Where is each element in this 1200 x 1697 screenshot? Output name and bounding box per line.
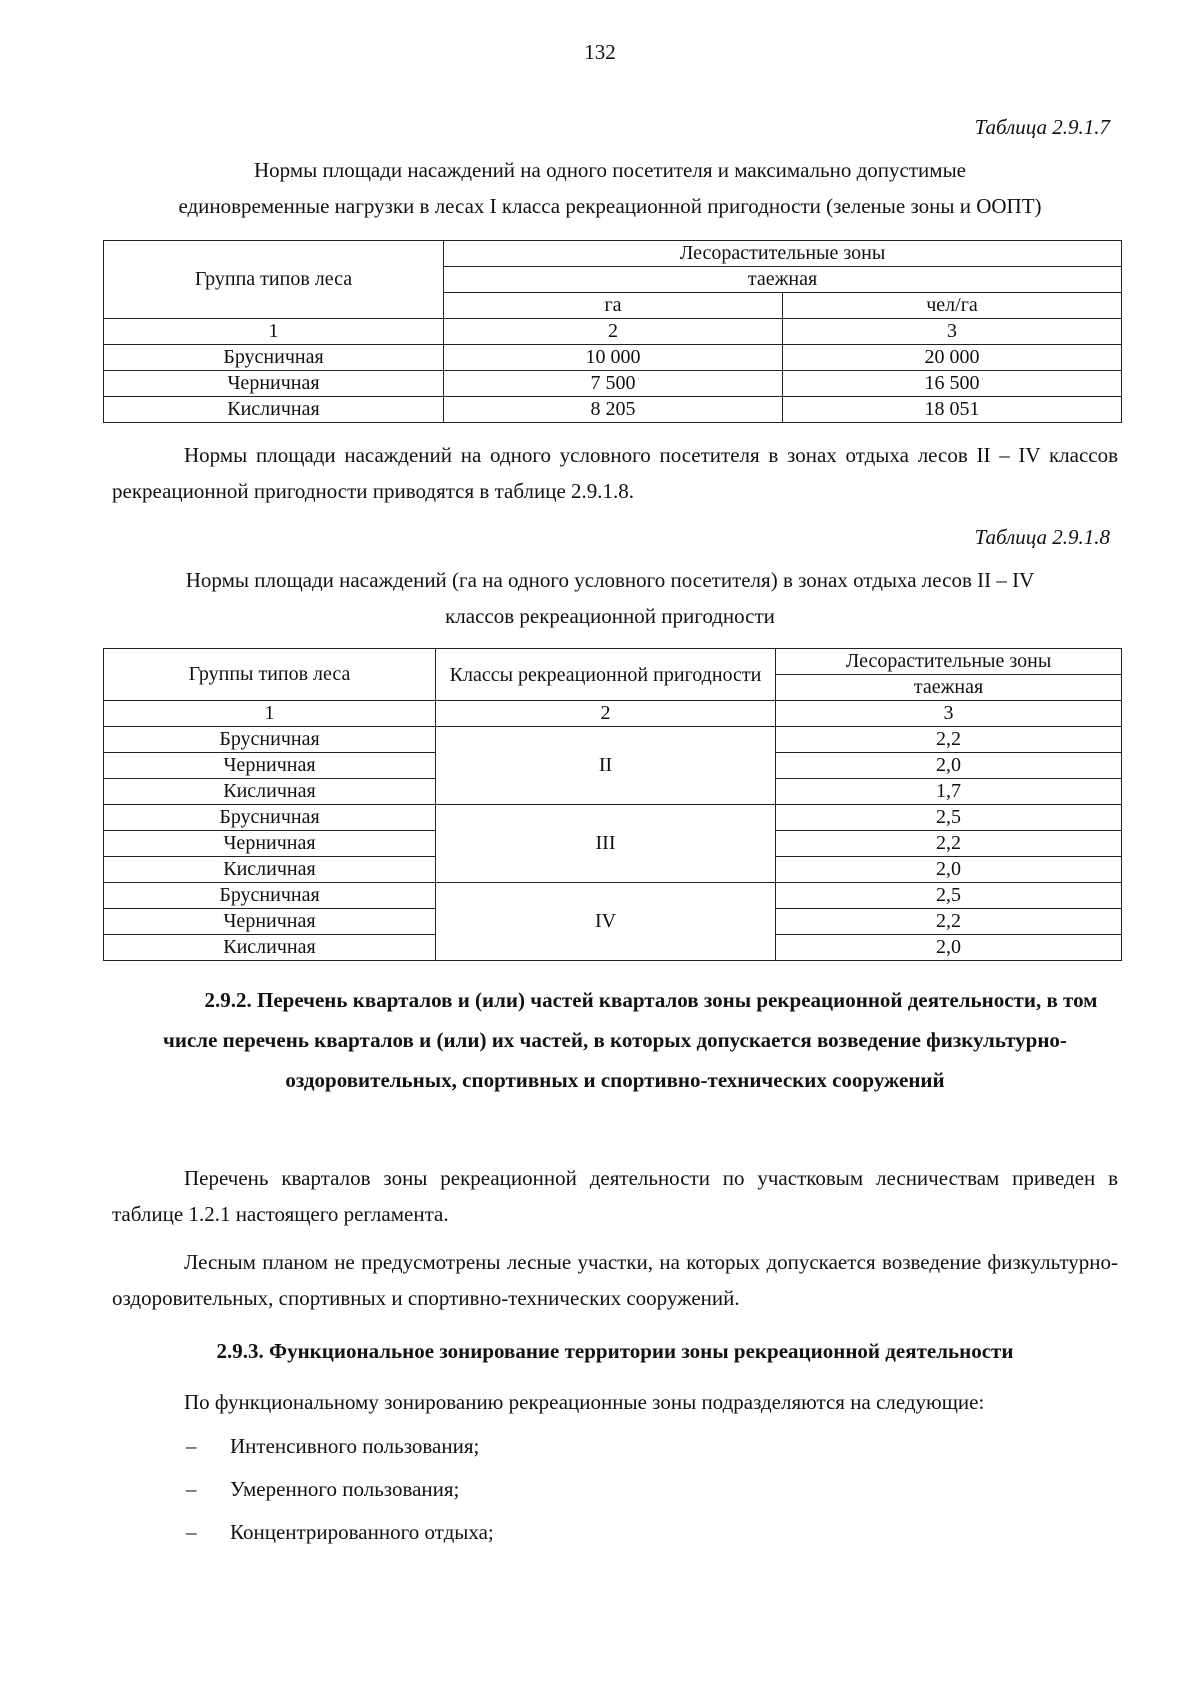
section-2-9-3-heading: 2.9.3. Функциональное зонирование территории зоны рекреационной деятельности	[216, 1339, 1014, 1363]
forest-type-cell: Брусничная	[104, 805, 436, 831]
forest-type-cell: Брусничная	[104, 883, 436, 909]
forest-type-cell: Черничная	[104, 909, 436, 935]
section-2-9-3-intro: По функциональному зонированию рекреационные зоны подразделяются на следующие:	[184, 1390, 985, 1414]
per-ha-cell: 18 051	[783, 397, 1122, 423]
section-2-9-2-paragraph1: Перечень кварталов зоны рекреационной деятельности по участковым лесничествам приведен в таблице 1.2.1 настоящего регламента.	[112, 1166, 1118, 1226]
bullet-dash: –	[186, 1477, 197, 1501]
paragraph-table2-intro: Нормы площади насаждений на одного условного посетителя в зонах отдыха лесов II – IV классов рекреационной пригодности приводятся в таблице 2.9.1.8.	[112, 443, 1118, 503]
table1-header-per-ha: чел/га	[783, 293, 1122, 319]
per-ha-cell: 16 500	[783, 371, 1122, 397]
value-cell: 2,2	[776, 831, 1122, 857]
forest-type-cell: Черничная	[104, 831, 436, 857]
table1-header-ha: га	[444, 293, 783, 319]
value-cell: 2,0	[776, 753, 1122, 779]
page-number: 132	[584, 40, 616, 64]
value-cell: 2,5	[776, 805, 1122, 831]
table1-title	[100, 152, 1120, 224]
list-item	[186, 1474, 459, 1504]
table1-num-cell: 3	[783, 319, 1122, 345]
table2-header-zones: Лесорастительные зоны	[776, 649, 1122, 675]
forest-type-cell: Кисличная	[104, 857, 436, 883]
forest-type-cell: Кисличная	[104, 779, 436, 805]
table1-num-cell: 2	[444, 319, 783, 345]
list-item	[186, 1431, 479, 1461]
ha-cell: 8 205	[444, 397, 783, 423]
section-2-9-2-heading: 2.9.2. Перечень кварталов и (или) частей кварталов зоны рекреационной деятельности, в том числе перечень кварталов и (или) их частей, в которых допускается возведение физкультурно-оздоровительных, спортивных и спортивно-технических сооружений	[163, 988, 1098, 1092]
list-item	[186, 1517, 494, 1547]
per-ha-cell: 20 000	[783, 345, 1122, 371]
table1-header-group: Группа типов леса	[104, 241, 444, 319]
ha-cell: 10 000	[444, 345, 783, 371]
value-cell: 2,2	[776, 909, 1122, 935]
list-item-text: Умеренного пользования;	[230, 1477, 460, 1501]
table1-num-cell: 1	[104, 319, 444, 345]
table1-title-line1: Нормы площади насаждений на одного посетителя и максимально допустимые	[253, 158, 966, 182]
value-cell: 2,5	[776, 883, 1122, 909]
forest-type-cell: Брусничная	[104, 727, 436, 753]
value-cell: 2,0	[776, 935, 1122, 961]
value-cell: 2,2	[776, 727, 1122, 753]
table-row	[104, 397, 1122, 423]
table-row	[104, 883, 1122, 909]
table1-caption: Таблица 2.9.1.7	[974, 115, 1110, 139]
table1-header-zones: Лесорастительные зоны	[444, 241, 1122, 267]
table2-title	[100, 562, 1120, 634]
forest-type-cell: Черничная	[104, 371, 444, 397]
forest-type-cell: Кисличная	[104, 935, 436, 961]
table2-caption: Таблица 2.9.1.8	[974, 525, 1110, 549]
table-row	[104, 805, 1122, 831]
table2-num-cell: 3	[776, 701, 1122, 727]
value-cell: 1,7	[776, 779, 1122, 805]
table-row	[104, 371, 1122, 397]
bullet-dash: –	[186, 1434, 197, 1458]
class-cell: III	[436, 805, 776, 883]
table1-title-line2: единовременные нагрузки в лесах I класса рекреационной пригодности (зеленые зоны и ООПТ)	[178, 194, 1042, 218]
table-row	[104, 345, 1122, 371]
table1-numbering-row	[104, 319, 1122, 345]
table2-header-group: Группы типов леса	[104, 649, 436, 701]
table2-header-class: Классы рекреационной пригодности	[436, 649, 776, 701]
table1-header-zone: таежная	[444, 267, 1122, 293]
table2-title-line2: классов рекреационной пригодности	[445, 604, 775, 628]
table-row	[104, 727, 1122, 753]
list-item-text: Концентрированного отдыха;	[230, 1520, 494, 1544]
table2-title-line1: Нормы площади насаждений (га на одного условного посетителя) в зонах отдыха лесов II – IV	[185, 568, 1035, 592]
class-cell: II	[436, 727, 776, 805]
table2-numbering-row	[104, 701, 1122, 727]
table2-num-cell: 1	[104, 701, 436, 727]
table2-num-cell: 2	[436, 701, 776, 727]
bullet-dash: –	[186, 1520, 197, 1544]
forest-type-cell: Брусничная	[104, 345, 444, 371]
table1	[103, 240, 1122, 423]
value-cell: 2,0	[776, 857, 1122, 883]
forest-type-cell: Черничная	[104, 753, 436, 779]
ha-cell: 7 500	[444, 371, 783, 397]
forest-type-cell: Кисличная	[104, 397, 444, 423]
table2-header-zone: таежная	[776, 675, 1122, 701]
section-2-9-2-paragraph2: Лесным планом не предусмотрены лесные участки, на которых допускается возведение физкультурно-оздоровительных, спортивных и спортивно-технических сооружений.	[112, 1250, 1118, 1310]
list-item-text: Интенсивного пользования;	[230, 1434, 480, 1458]
class-cell: IV	[436, 883, 776, 961]
table2	[103, 648, 1122, 961]
